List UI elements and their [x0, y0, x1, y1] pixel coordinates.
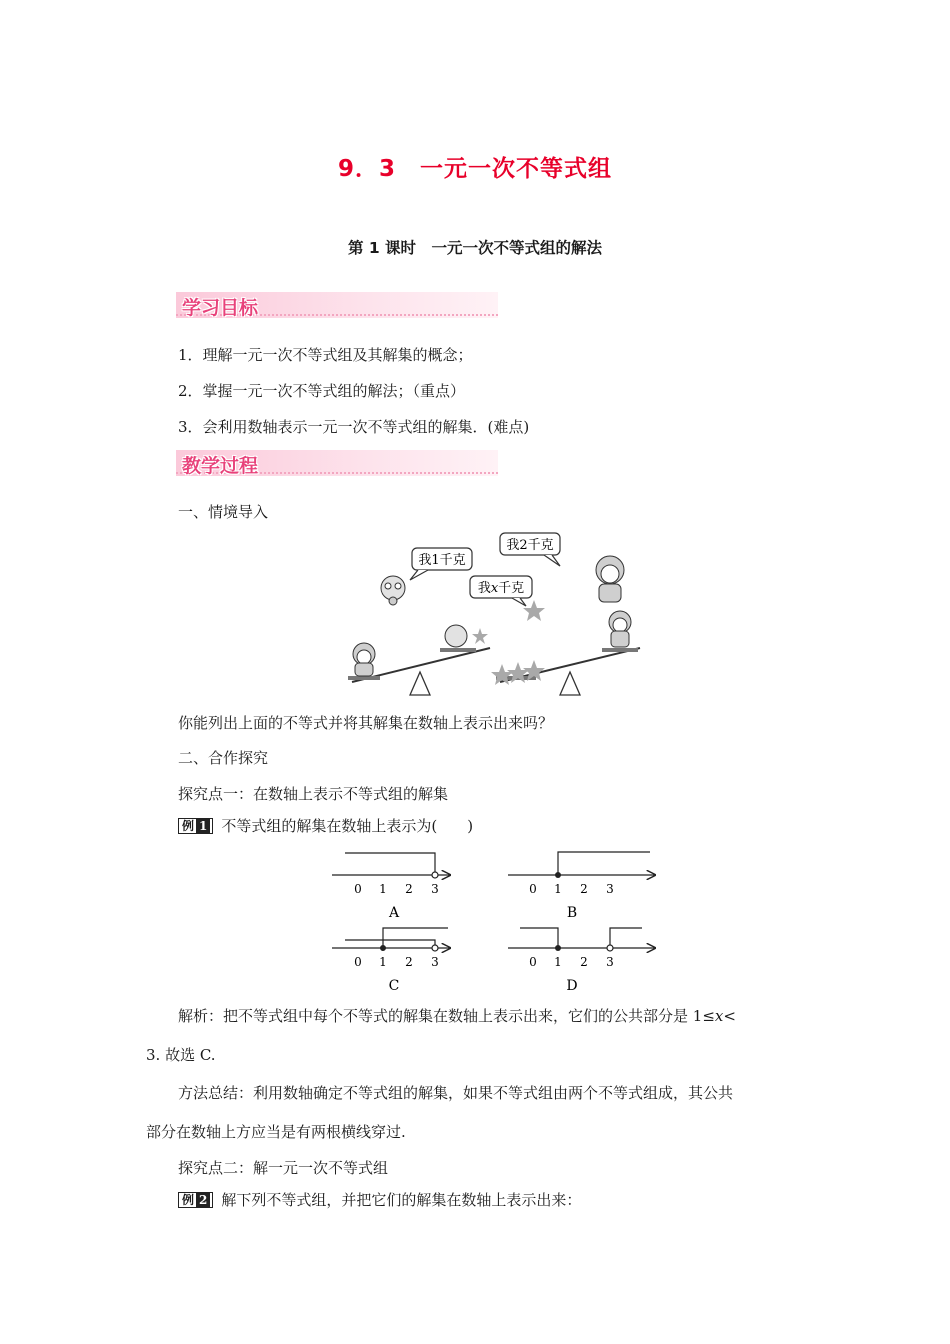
goal-item: 1．理解一元一次不等式组及其解集的概念；	[178, 346, 473, 364]
method-summary-line-1: 方法总结：利用数轴确定不等式组的解集，如果不等式组由两个不等式组成，其公共	[178, 1084, 734, 1102]
balance-scale-illustration	[340, 530, 660, 700]
example-badge-icon: 例 1	[178, 818, 213, 834]
number-line-options	[320, 845, 670, 995]
learning-goals-banner	[176, 292, 498, 318]
goal-item: 2．掌握一元一次不等式组的解法；（重点）	[178, 382, 466, 400]
svg-text:0: 0	[354, 882, 362, 896]
option-c-label: C	[388, 978, 400, 994]
bubble-2kg-text: 我2千克	[506, 538, 554, 553]
bubble-1kg-text: 我1千克	[418, 553, 466, 568]
robot-cat-icon	[596, 556, 624, 602]
method-summary-line-2: 部分在数轴上方应当是有两根横线穿过.	[146, 1123, 406, 1141]
goal-item: 3．会利用数轴表示一元一次不等式组的解集．(难点)	[178, 418, 530, 436]
bubble-xkg-text: 我x千克	[477, 581, 525, 596]
learning-goals-label: 学习目标	[182, 297, 259, 319]
option-d-label: D	[566, 978, 578, 994]
svg-text:2: 2	[405, 882, 413, 896]
left-balance	[348, 625, 490, 695]
speech-bubble	[470, 576, 532, 606]
svg-text:2: 2	[580, 882, 588, 896]
svg-text:3: 3	[431, 882, 439, 896]
example-1-text: 不等式组的解集在数轴上表示为( )	[221, 817, 474, 835]
svg-text:0: 0	[529, 882, 537, 896]
svg-text:0: 0	[354, 955, 362, 969]
svg-text:0: 0	[529, 955, 537, 969]
explore-point-heading: 探究点二：解一元一次不等式组	[178, 1159, 389, 1177]
svg-text:1: 1	[379, 955, 387, 969]
svg-text:3: 3	[431, 955, 439, 969]
star-icon	[523, 600, 545, 621]
section-heading: 一、情境导入	[178, 503, 269, 521]
svg-text:2: 2	[580, 955, 588, 969]
example-1-line	[178, 816, 473, 836]
svg-text:1: 1	[554, 882, 562, 896]
svg-text:3: 3	[606, 955, 614, 969]
lesson-subtitle: 第 1 课时 一元一次不等式组的解法	[347, 239, 603, 257]
svg-text:1: 1	[554, 955, 562, 969]
svg-text:2: 2	[405, 955, 413, 969]
teaching-process-label: 教学过程	[182, 455, 259, 477]
option-b-label: B	[566, 905, 578, 921]
example-2-line	[178, 1190, 581, 1210]
option-b-number-line	[508, 852, 655, 921]
analysis-line-2: 3. 故选 C.	[146, 1046, 216, 1064]
chestnut-character-icon	[381, 576, 405, 605]
option-a-number-line	[332, 853, 450, 921]
section-heading: 二、合作探究	[178, 749, 269, 767]
example-2-text: 解下列不等式组，并把它们的解集在数轴上表示出来：	[221, 1191, 582, 1209]
svg-text:1: 1	[379, 882, 387, 896]
question-text: 你能列出上面的不等式并将其解集在数轴上表示出来吗？	[178, 714, 554, 732]
svg-text:3: 3	[606, 882, 614, 896]
teaching-process-banner	[176, 450, 498, 476]
option-d-number-line	[508, 928, 655, 994]
example-badge-icon: 例 2	[178, 1192, 213, 1208]
analysis-line-1: 解析：把不等式组中每个不等式的解集在数轴上表示出来，它们的公共部分是 1≤x<	[178, 1007, 736, 1025]
speech-bubble	[500, 533, 560, 566]
explore-point-heading: 探究点一：在数轴上表示不等式组的解集	[178, 785, 449, 803]
speech-bubble	[410, 548, 472, 580]
right-balance	[491, 611, 640, 695]
option-a-label: A	[388, 905, 400, 921]
page-title: 9．3 一元一次不等式组	[337, 156, 612, 182]
option-c-number-line	[332, 928, 450, 994]
